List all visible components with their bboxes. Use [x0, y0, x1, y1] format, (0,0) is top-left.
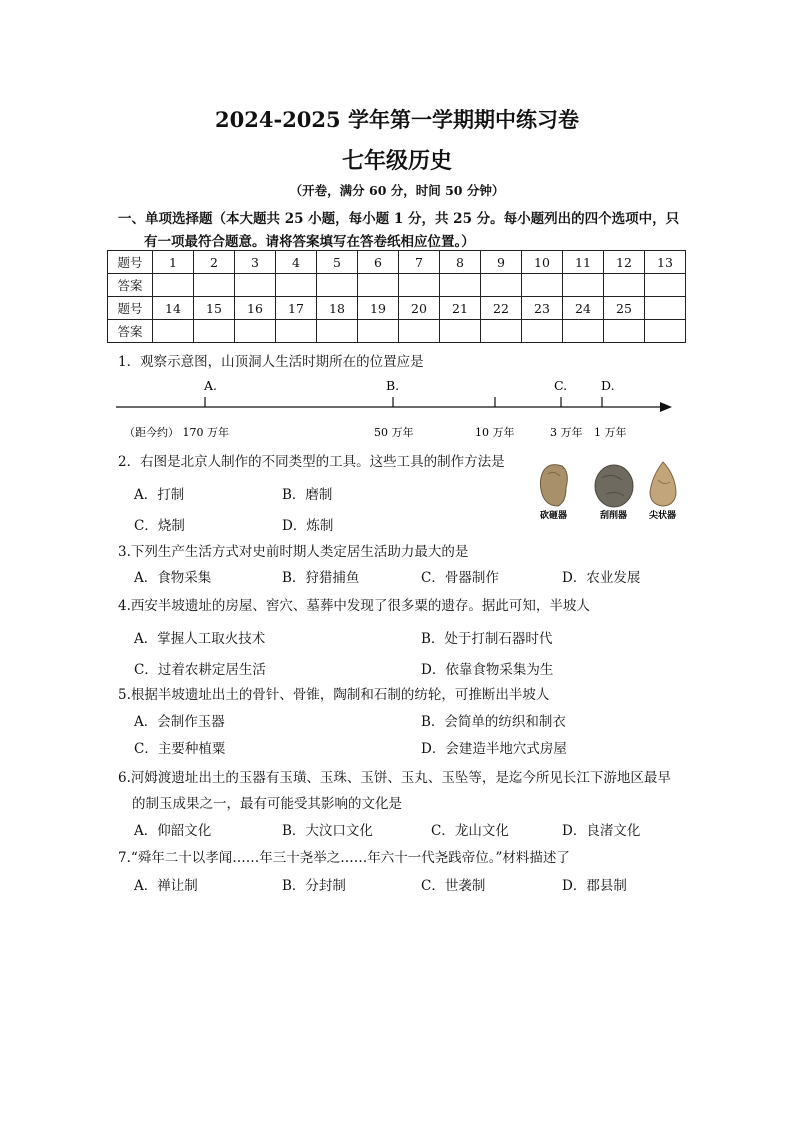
answer-cell[interactable] — [276, 320, 317, 343]
answer-cell[interactable] — [399, 320, 440, 343]
answer-cell[interactable] — [317, 274, 358, 297]
table-cell: 6 — [358, 251, 399, 274]
q5-stem: 5.根据半坡遗址出土的骨针、骨锥，陶制和石制的纺轮，可推断出半坡人 — [118, 687, 550, 703]
answer-cell[interactable] — [194, 274, 235, 297]
answer-cell[interactable] — [194, 320, 235, 343]
table-cell: 14 — [153, 297, 194, 320]
q2-option-c[interactable]: C．烧制 — [134, 518, 185, 534]
q4-option-d[interactable]: D．依靠食物采集为生 — [421, 662, 554, 678]
subject-title: 七年级历史 — [341, 148, 452, 174]
answer-cell[interactable] — [645, 274, 686, 297]
table-cell — [645, 297, 686, 320]
answer-cell[interactable] — [317, 320, 358, 343]
table-row — [108, 274, 686, 297]
q4-option-c[interactable]: C．过着农耕定居生活 — [134, 662, 266, 678]
answer-cell[interactable] — [645, 320, 686, 343]
point-tool-icon — [650, 462, 676, 506]
q7-option-c[interactable]: C．世袭制 — [421, 878, 486, 894]
q6-option-a[interactable]: A．仰韶文化 — [134, 823, 212, 839]
timeline-label: 3 万年 — [550, 426, 583, 439]
q6-stem-line1: 6.河姆渡遗址出土的玉器有玉璜、玉珠、玉饼、玉丸、玉坠等，是迄今所见长江下游地区最早 — [118, 770, 671, 786]
q1-stem: 1．观察示意图，山顶洞人生活时期所在的位置应是 — [118, 354, 424, 370]
table-cell: 1 — [153, 251, 194, 274]
table-cell: 25 — [604, 297, 645, 320]
table-cell: 8 — [440, 251, 481, 274]
answer-cell[interactable] — [604, 274, 645, 297]
table-cell: 20 — [399, 297, 440, 320]
q7-option-a[interactable]: A．禅让制 — [134, 878, 198, 894]
table-row — [108, 320, 686, 343]
q5-option-c[interactable]: C．主要种植粟 — [134, 741, 226, 757]
timeline-label: 1 万年 — [594, 426, 627, 439]
table-cell: 21 — [440, 297, 481, 320]
q2-stem: 2．右图是北京人制作的不同类型的工具。这些工具的制作方法是 — [118, 454, 505, 470]
answer-cell[interactable] — [276, 274, 317, 297]
timeline-label: （距今约） 170 万年 — [124, 426, 229, 439]
q3-option-d[interactable]: D．农业发展 — [562, 570, 641, 586]
table-cell: 13 — [645, 251, 686, 274]
table-cell: 18 — [317, 297, 358, 320]
answer-cell[interactable] — [563, 274, 604, 297]
q3-option-a[interactable]: A．食物采集 — [134, 570, 212, 586]
answer-cell[interactable] — [235, 274, 276, 297]
table-cell: 16 — [235, 297, 276, 320]
answer-cell[interactable] — [153, 274, 194, 297]
table-cell: 答案 — [108, 274, 153, 297]
q7-option-b[interactable]: B．分封制 — [282, 878, 346, 894]
table-cell: 24 — [563, 297, 604, 320]
answer-cell[interactable] — [481, 274, 522, 297]
answer-cell[interactable] — [235, 320, 276, 343]
timeline-arrow-icon — [660, 402, 672, 412]
tool-caption: 尖状器 — [649, 511, 677, 521]
exam-title: 2024-2025 学年第一学期期中练习卷 — [215, 107, 579, 132]
q3-stem: 3.下列生产生活方式对史前时期人类定居生活助力最大的是 — [118, 544, 469, 560]
q2-option-b[interactable]: B．磨制 — [282, 487, 333, 503]
q6-option-c[interactable]: C．龙山文化 — [431, 823, 509, 839]
answer-cell[interactable] — [153, 320, 194, 343]
table-cell: 10 — [522, 251, 563, 274]
table-cell: 题号 — [108, 251, 153, 274]
q5-option-a[interactable]: A．会制作玉器 — [134, 714, 225, 730]
q6-stem-line2: 的制玉成果之一，最有可能受其影响的文化是 — [132, 796, 402, 812]
q3-option-c[interactable]: C．骨器制作 — [421, 570, 499, 586]
q4-option-a[interactable]: A．掌握人工取火技术 — [134, 631, 266, 647]
q4-option-b[interactable]: B．处于打制石器时代 — [421, 631, 553, 647]
answer-table — [107, 250, 686, 343]
answer-cell[interactable] — [522, 274, 563, 297]
table-row — [108, 251, 686, 274]
table-cell: 2 — [194, 251, 235, 274]
stone-tools-figure — [536, 460, 686, 522]
table-cell: 7 — [399, 251, 440, 274]
table-cell: 15 — [194, 297, 235, 320]
q6-option-b[interactable]: B．大汶口文化 — [282, 823, 373, 839]
scraper-tool-icon — [595, 465, 633, 507]
q3-option-b[interactable]: B．狩猎捕鱼 — [282, 570, 360, 586]
table-cell: 17 — [276, 297, 317, 320]
table-row — [108, 297, 686, 320]
table-cell: 4 — [276, 251, 317, 274]
table-cell: 11 — [563, 251, 604, 274]
tool-caption: 刮削器 — [600, 511, 628, 521]
table-cell: 23 — [522, 297, 563, 320]
q7-option-d[interactable]: D．郡县制 — [562, 878, 627, 894]
timeline-mark-c: C. — [554, 378, 568, 393]
q5-option-d[interactable]: D．会建造半地穴式房屋 — [421, 741, 567, 757]
q5-option-b[interactable]: B．会简单的纺织和制衣 — [421, 714, 566, 730]
answer-cell[interactable] — [522, 320, 563, 343]
table-cell: 题号 — [108, 297, 153, 320]
table-cell: 答案 — [108, 320, 153, 343]
timeline-mark-d: D. — [601, 378, 615, 393]
section1-line2: 有一项最符合题意。请将答案填写在答卷纸相应位置。） — [144, 234, 475, 250]
answer-cell[interactable] — [440, 320, 481, 343]
timeline-mark-b: B. — [386, 378, 400, 393]
q2-option-a[interactable]: A．打制 — [134, 487, 185, 503]
answer-cell[interactable] — [399, 274, 440, 297]
q6-option-d[interactable]: D．良渚文化 — [562, 823, 641, 839]
chopper-tool-icon — [540, 465, 567, 506]
answer-cell[interactable] — [481, 320, 522, 343]
timeline-label: 10 万年 — [475, 426, 515, 439]
timeline-label: 50 万年 — [374, 426, 414, 439]
q2-option-d[interactable]: D．炼制 — [282, 518, 334, 534]
exam-note: （开卷，满分 60 分，时间 50 分钟） — [289, 183, 505, 198]
answer-cell[interactable] — [358, 274, 399, 297]
answer-cell[interactable] — [604, 320, 645, 343]
section1-line1: 一、单项选择题（本大题共 25 小题，每小题 1 分，共 25 分。每小题列出的四个选项中，只 — [118, 211, 680, 227]
tool-caption: 砍砸器 — [540, 511, 568, 521]
answer-cell[interactable] — [358, 320, 399, 343]
table-cell: 22 — [481, 297, 522, 320]
answer-cell[interactable] — [440, 274, 481, 297]
table-cell: 9 — [481, 251, 522, 274]
timeline-diagram — [110, 372, 690, 444]
table-cell: 3 — [235, 251, 276, 274]
q7-stem: 7.“舜年二十以孝闻……年三十尧举之……年六十一代尧践帝位。”材料描述了 — [118, 850, 570, 866]
q4-stem: 4.西安半坡遗址的房屋、窖穴、墓葬中发现了很多粟的遗存。据此可知，半坡人 — [118, 598, 590, 614]
table-cell: 5 — [317, 251, 358, 274]
timeline-mark-a: A. — [204, 378, 218, 393]
table-cell: 19 — [358, 297, 399, 320]
table-cell: 12 — [604, 251, 645, 274]
answer-cell[interactable] — [563, 320, 604, 343]
